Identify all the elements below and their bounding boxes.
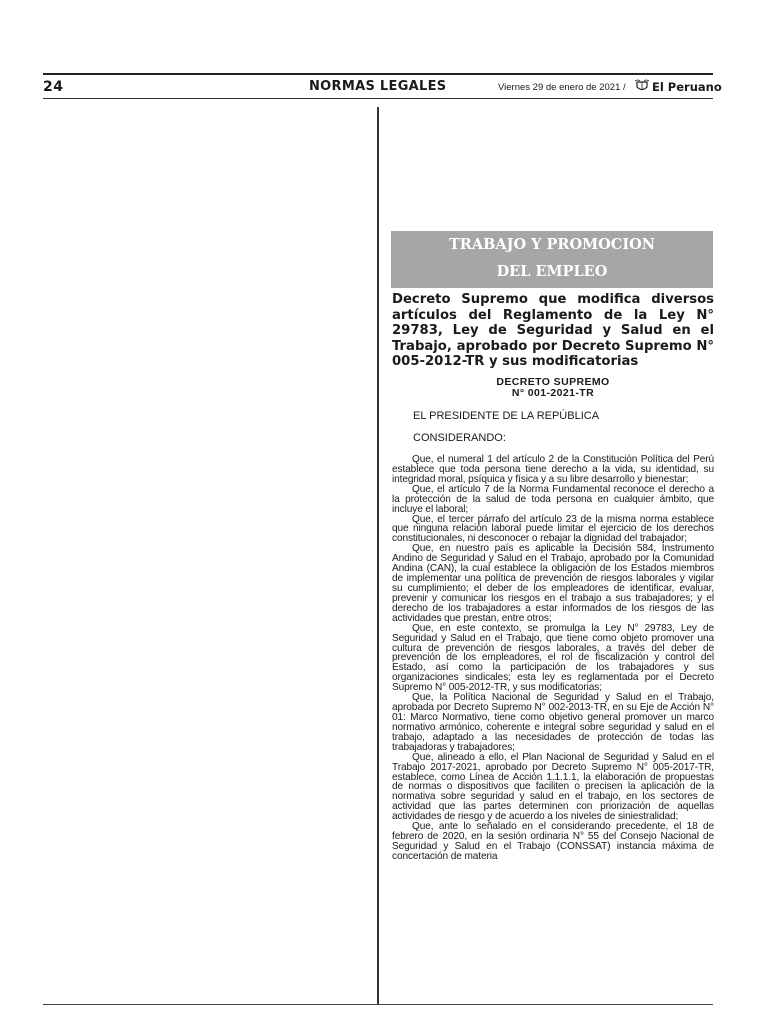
considering-heading: CONSIDERANDO: [413, 432, 506, 444]
considerations-text [392, 455, 714, 862]
decree-headline: Decreto Supremo que modifica diversos artículos del Reglamento de la Ley N° 29783, Ley de Seguridad y Salud en el Trabajo, aprobado por Decreto Supremo N° 005-2012-TR y sus modificatorias [392, 292, 714, 370]
paragraph: Que, el artículo 7 de la Norma Fundamental reconoce el derecho a la protección de la salud de toda persona en cualquier ámbito, que incluye el laboral; [392, 483, 714, 515]
paragraph: Que, alineado a ello, el Plan Nacional de Seguridad y Salud en el Trabajo 2017-2021, aprobado por Decreto Supremo N° 005-2017-TR, establece, como Línea de Acción 1.1.1.1, la elaboración de propuestas de normas o dispositivos que faciliten o precisen la aplicación de la normativa sobre seguridad y salud en el trabajo, en los sectores de actividad que las partes determinen con priorización de aquellas actividades de riesgo y de acuerdo a los niveles de siniestralidad; [392, 751, 714, 823]
header-top-rule [43, 73, 713, 75]
president-line: EL PRESIDENTE DE LA REPÚBLICA [413, 410, 600, 422]
paragraph: Que, el tercer párrafo del artículo 23 de la misma norma establece que ninguna relación laboral puede limitar el ejercicio de los derechos constitucionales, ni desconocer o rebajar la dignidad del trabajador; [392, 513, 714, 545]
column-divider [377, 107, 379, 1004]
paragraph: Que, en nuestro país es aplicable la Decisión 584, Instrumento Andino de Seguridad y Salud en el Trabajo, aprobado por la Comunidad Andina (CAN), la cual establece la obligación de los Estados miembros de implementar una política de prevención de riesgos laborales y vigilar su cumplimiento; el deber de los empleadores de identificar, evaluar, prevenir y comunicar los riesgos en el trabajo a sus trabajadores; y el derecho de los trabajadores a estar informados de los riesgos de las actividades que prestan, entre otros; [392, 543, 714, 624]
decree-title-block [392, 377, 714, 399]
header-bottom-rule [43, 98, 713, 99]
page-number: 24 [43, 79, 64, 95]
decree-number: N° 001-2021-TR [511, 387, 595, 399]
decree-title: DECRETO SUPREMO [496, 376, 610, 388]
banner-line-2: DEL EMPLEO [496, 263, 608, 280]
paragraph: Que, ante lo señalado en el considerando precedente, el 18 de febrero de 2020, en la sesión ordinaria N° 55 del Consejo Nacional de Seguridad y Salud en el Trabajo (CONSSAT) instancia máxima de concertación de materia [392, 821, 714, 862]
ministry-banner [391, 231, 713, 288]
footer-rule [43, 1004, 713, 1005]
paragraph: Que, en este contexto, se promulga la Ley N° 29783, Ley de Seguridad y Salud en el Trabajo, que tiene como objeto promover una cultura de prevención de riesgos laborales, a través del deber de prevención de los empleadores, el rol de fiscalización y control del Estado, así como la participación de los trabajadores y sus organizaciones sindicales; esta ley es reglamentada por el Decreto Supremo N° 005-2012-TR, y sus modificatorias; [392, 622, 714, 694]
paragraph: Que, el numeral 1 del artículo 2 de la Constitución Política del Perú establece que toda persona tiene derecho a la vida, su identidad, su integridad moral, psíquica y física y a su libre desarrollo y bienestar; [392, 454, 714, 485]
newspaper-name: El Peruano [652, 80, 722, 94]
publication-date: Viernes 29 de enero de 2021 / [498, 82, 626, 93]
section-title: NORMAS LEGALES [309, 79, 447, 94]
coat-of-arms-icon [635, 79, 649, 93]
paragraph: Que, la Política Nacional de Seguridad y Salud en el Trabajo, aprobada por Decreto Supremo N° 002-2013-TR, en su Eje de Acción N° 01: Marco Normativo, tiene como objetivo general promover un marco normativo armónico, coherente e integral sobre seguridad y salud en el trabajo, adaptado a las necesidades de protección de todas las trabajadoras y trabajadores; [392, 692, 714, 753]
banner-line-1: TRABAJO Y PROMOCION [448, 236, 655, 253]
